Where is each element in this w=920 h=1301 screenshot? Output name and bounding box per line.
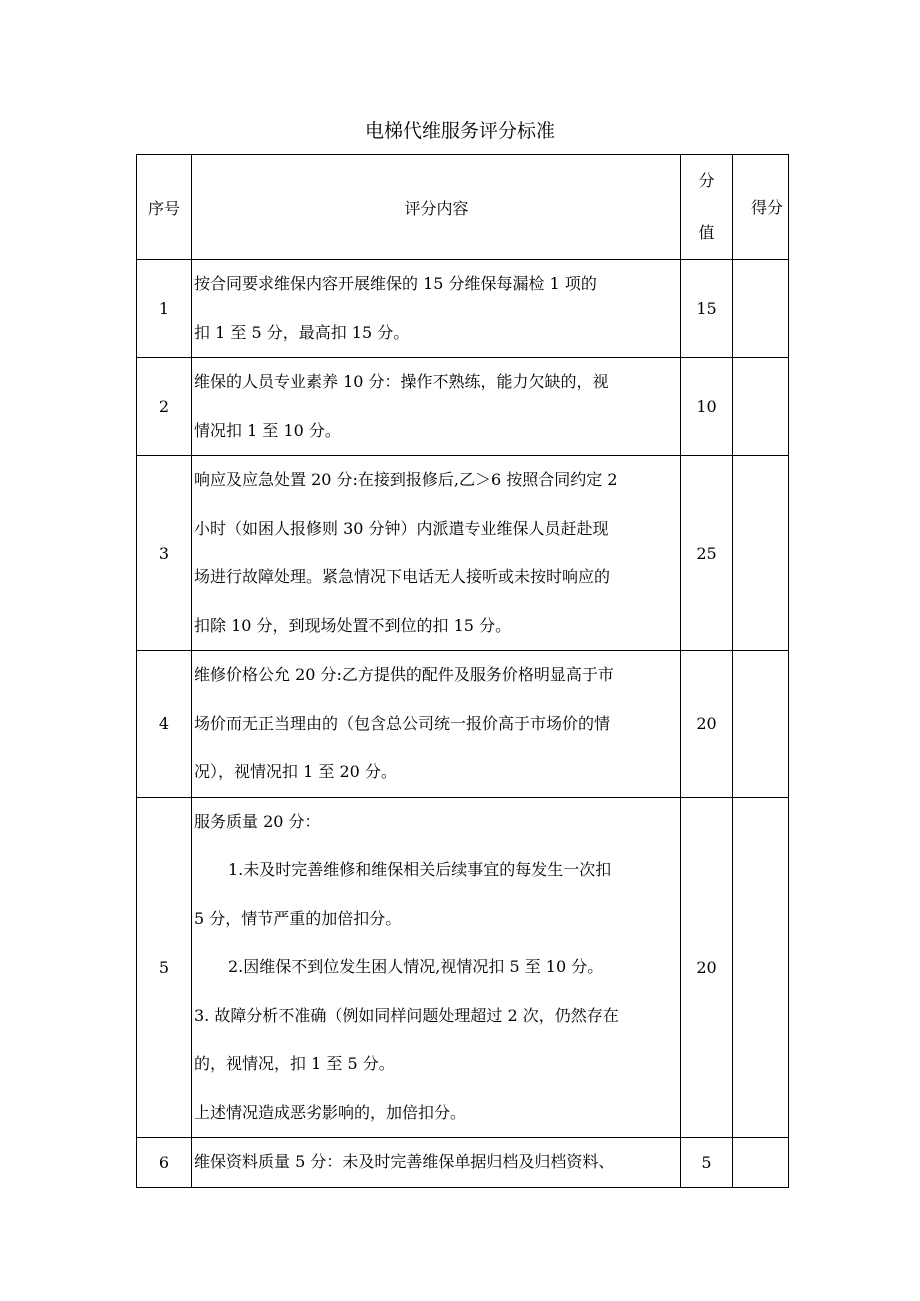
row-got xyxy=(733,1138,789,1188)
content-line: 情况扣 1 至 10 分。 xyxy=(194,420,341,440)
table-row xyxy=(137,358,789,456)
content-line: 维保资料质量 5 分：未及时完善维保单据归档及归档资料、 xyxy=(194,1152,615,1171)
content-line: 场价而无正当理由的（包含总公司统一报价高于市场价的情 xyxy=(194,713,611,733)
row-score: 20 xyxy=(681,651,733,798)
table-row xyxy=(137,651,789,798)
header-got xyxy=(733,155,789,260)
content-line: 5 分，情节严重的加倍扣分。 xyxy=(194,908,402,928)
content-line: 扣除 10 分，到现场处置不到位的扣 15 分。 xyxy=(194,615,512,635)
content-line: 按合同要求维保内容开展维保的 15 分维保每漏检 1 项的 xyxy=(194,274,597,293)
content-line: 扣 1 至 5 分，最高扣 15 分。 xyxy=(194,322,410,342)
header-score-top: 分 xyxy=(698,171,715,190)
row-seq: 6 xyxy=(137,1138,192,1188)
row-got xyxy=(733,260,789,358)
row-score: 15 xyxy=(681,260,733,358)
header-seq: 序号 xyxy=(137,155,192,260)
row-content xyxy=(192,260,681,358)
header-got-label: 得分 xyxy=(751,197,784,217)
row-content xyxy=(192,651,681,798)
row-seq: 4 xyxy=(137,651,192,798)
content-line: 小时（如困人报修则 30 分钟）内派遣专业维保人员赶赴现 xyxy=(194,518,609,538)
table-row xyxy=(137,1138,789,1188)
row-content xyxy=(192,1138,681,1188)
content-line: 维保的人员专业素养 10 分：操作不熟练，能力欠缺的，视 xyxy=(194,372,609,391)
row-got xyxy=(733,358,789,456)
header-content: 评分内容 xyxy=(192,155,681,260)
table-row xyxy=(137,260,789,358)
row-score: 5 xyxy=(681,1138,733,1188)
table-row xyxy=(137,797,789,1138)
content-line: 3. 故障分析不准确（例如同样问题处理超过 2 次，仍然存在 xyxy=(194,1005,619,1025)
document-title: 电梯代维服务评分标准 xyxy=(364,120,555,142)
header-score xyxy=(681,155,733,260)
row-content xyxy=(192,797,681,1138)
content-line: 2.因维保不到位发生困人情况,视情况扣 5 至 10 分。 xyxy=(228,957,604,976)
content-line: 的，视情况，扣 1 至 5 分。 xyxy=(194,1054,395,1073)
content-line: 维修价格公允 20 分:乙方提供的配件及服务价格明显高于市 xyxy=(194,665,614,684)
header-score-bottom: 值 xyxy=(698,223,715,242)
row-score: 25 xyxy=(681,456,733,651)
row-got xyxy=(733,797,789,1138)
row-got xyxy=(733,456,789,651)
content-line: 1.未及时完善维修和维保相关后续事宜的每发生一次扣 xyxy=(228,860,612,879)
content-line: 服务质量 20 分： xyxy=(194,811,321,831)
table-row xyxy=(137,456,789,651)
content-line: 响应及应急处置 20 分:在接到报修后,乙＞6 按照合同约定 2 xyxy=(194,470,618,489)
row-score: 10 xyxy=(681,358,733,456)
row-content xyxy=(192,358,681,456)
content-line: 场进行故障处理。紧急情况下电话无人接听或未按时响应的 xyxy=(194,567,611,586)
row-got xyxy=(733,651,789,798)
row-seq: 1 xyxy=(137,260,192,358)
content-line: 况），视情况扣 1 至 20 分。 xyxy=(194,762,397,781)
row-seq: 5 xyxy=(137,797,192,1138)
scoring-table xyxy=(136,154,789,1188)
row-score: 20 xyxy=(681,797,733,1138)
content-line: 上述情况造成恶劣影响的，加倍扣分。 xyxy=(194,1102,467,1122)
row-seq: 3 xyxy=(137,456,192,651)
row-content xyxy=(192,456,681,651)
table-header-row xyxy=(137,155,789,260)
row-seq: 2 xyxy=(137,358,192,456)
